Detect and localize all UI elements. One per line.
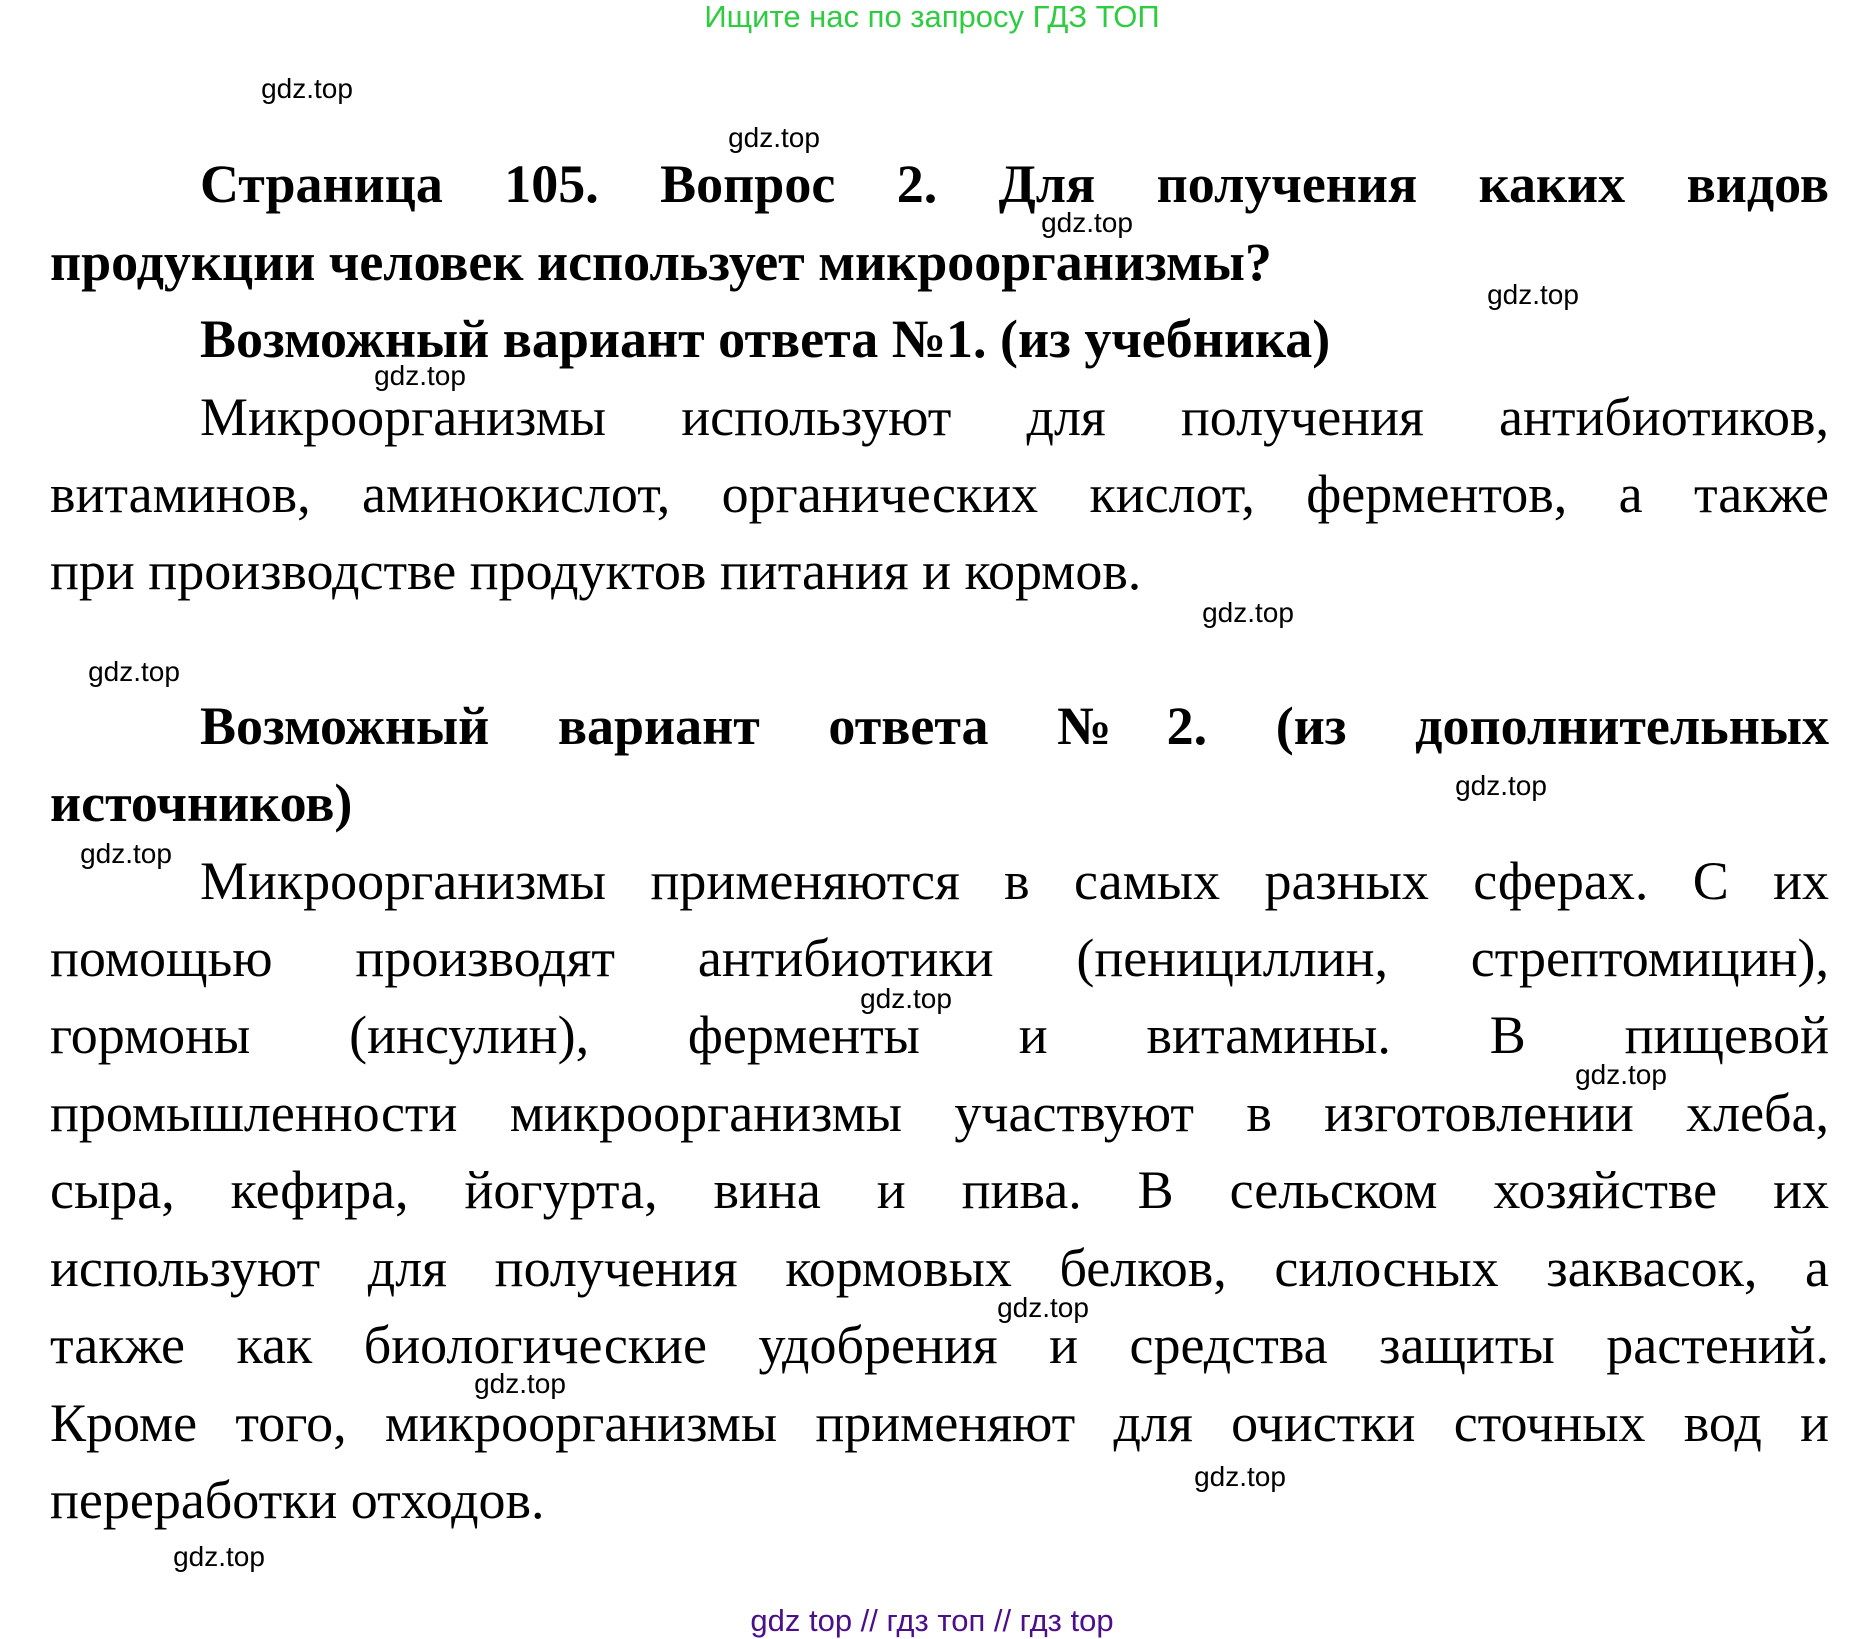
answer2-line-1: Микроорганизмы применяются в самых разных сферах. С их [200, 851, 1829, 911]
watermark: gdz.top [374, 360, 466, 391]
watermark: gdz.top [80, 838, 172, 869]
watermark: gdz.top [88, 656, 180, 687]
answer2-heading-line-2: источников) [50, 773, 353, 833]
answer2-line-6: используют для получения кормовых белков, силосных заквасок, а [50, 1238, 1829, 1298]
watermark: gdz.top [173, 1541, 265, 1572]
answer2-line-9: переработки отходов. [50, 1470, 545, 1530]
watermark: gdz.top [261, 73, 353, 104]
answer1-line-2: витаминов, аминокислот, органических кислот, ферментов, а также [50, 464, 1829, 524]
answer2-line-7: также как биологические удобрения и средства защиты растений. [50, 1315, 1829, 1375]
watermark: gdz.top [1202, 597, 1294, 628]
watermark: gdz.top [860, 983, 952, 1014]
answer1-line-3: при производстве продуктов питания и кормов. [50, 541, 1142, 601]
watermark: gdz.top [997, 1292, 1089, 1323]
question-line-2: продукции человек использует микроорганизмы? [50, 232, 1272, 292]
question-line-1: Страница 105. Вопрос 2. Для получения каких видов [200, 154, 1829, 214]
answer2-line-5: сыра, кефира, йогурта, вина и пива. В сельском хозяйстве их [50, 1160, 1829, 1220]
answer2-line-3: гормоны (инсулин), ферменты и витамины. В пищевой [50, 1005, 1829, 1065]
bottom-banner: gdz top // гдз топ // гдз top [750, 1603, 1114, 1638]
answer2-heading-line-1: Возможный вариант ответа №2. (из дополнительных [200, 696, 1829, 756]
watermark: gdz.top [1194, 1461, 1286, 1492]
top-banner: Ищите нас по запросу ГДЗ ТОП [704, 0, 1160, 34]
answer2-line-8: Кроме того, микроорганизмы применяют для очистки сточных вод и [50, 1393, 1829, 1453]
answer2-line-4: промышленности микроорганизмы участвуют в изготовлении хлеба, [50, 1083, 1829, 1143]
watermark: gdz.top [1041, 207, 1133, 238]
watermark: gdz.top [1455, 770, 1547, 801]
answer1-heading: Возможный вариант ответа №1. (из учебника) [200, 309, 1331, 369]
answer2-line-2: помощью производят антибиотики (пенициллин, стрептомицин), [50, 928, 1829, 988]
watermark: gdz.top [1575, 1059, 1667, 1090]
answer1-line-1: Микроорганизмы используют для получения антибиотиков, [200, 387, 1829, 447]
watermark: gdz.top [728, 122, 820, 153]
watermark: gdz.top [474, 1368, 566, 1399]
watermark: gdz.top [1487, 279, 1579, 310]
